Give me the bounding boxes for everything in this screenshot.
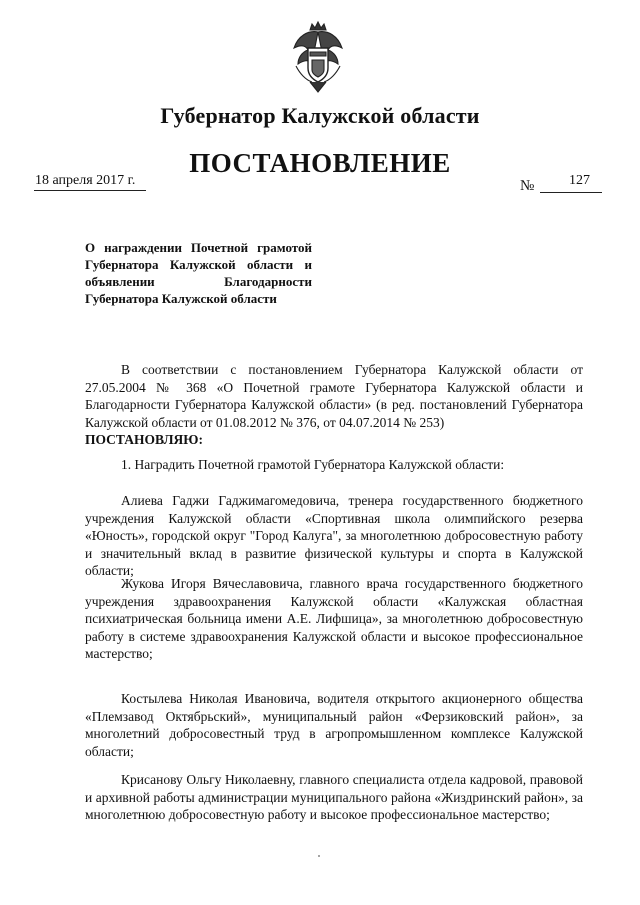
date-underline [34,190,146,191]
document-type: ПОСТАНОВЛЕНИЕ [189,148,451,178]
awardee-paragraph [85,690,583,760]
item-1-paragraph [85,456,583,474]
awardee-paragraph [85,771,583,824]
number-sign: № [520,178,535,194]
item-1-text: 1. Наградить Почетной грамотой Губернатора Калужской области: [121,457,505,472]
awardee-text: Крисанову Ольгу Николаевну, главного специалиста отдела кадровой, правовой и архивной работы администрации муниципального района «Жиздринский район», за многолетнюю добросовестную работу и высокое профессиональное мастерство; [85,772,583,822]
awardee-text: Костылева Николая Ивановича, водителя открытого акционерного общества «Племзавод Октябрьский», муниципальный район «Ферзиковский район», за многолетний добросовестный труд в агропромышленном комплексе Калужской области; [85,691,583,759]
resolve-heading: ПОСТАНОВЛЯЮ: [85,432,203,447]
awardee-paragraph [85,575,583,663]
preamble-text: В соответствии с постановлением Губернатора Калужской области от 27.05.2004 № 368 «О Почетной грамоте Губернатора Калужской области и Благодарности Губернатора Калужской области» (в ред. постановлений Губернатора Калужской области от 01.08.2012 № 376, от 04.07.2014 № 253) [85,362,583,430]
awardee-text: Жукова Игоря Вячеславовича, главного врача государственного бюджетного учреждения здравоохранения Калужской области «Калужская областная психиатрическая больница имени А.Е. Лифшица», за многолетнюю добросовестную работу в системе здравоохранения Калужской области и высокое профессиональное мастерство; [85,576,583,661]
preamble-paragraph [85,361,583,449]
awardee-paragraph [85,492,583,580]
coat-of-arms-icon [288,20,348,94]
issuing-authority: Губернатор Калужской области [160,103,480,128]
scan-speck [318,855,320,857]
number-underline [540,192,602,193]
document-date: 18 апреля 2017 г. [35,173,136,188]
awardee-text: Алиева Гаджи Гаджимагомедовича, тренера государственного бюджетного учреждения Калужской области «Спортивная школа олимпийского резерва «Юность», городской округ "Город Калуга", за многолетнюю добросовестную работу и значительный вклад в развитие физической культуры и спорта в Калужской области; [85,493,583,578]
document-subject: О награждении Почетной грамотой Губернатора Калужской области и объявлении Благодарности Губернатора Калужской области [85,240,312,306]
document-number: 127 [569,173,590,188]
